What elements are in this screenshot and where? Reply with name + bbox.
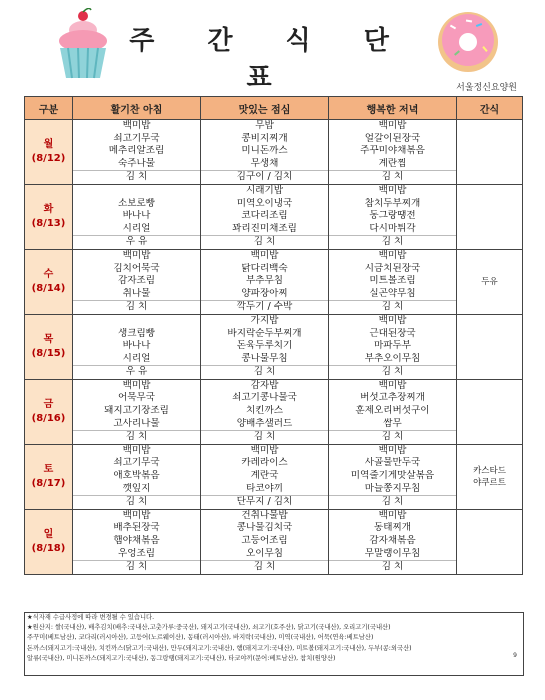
lunch-item: 돈육두루치기: [236, 340, 293, 352]
lunch-item: 김 치: [201, 560, 328, 574]
dinner-item: 버섯고추장찌개: [360, 392, 425, 404]
lunch-item: 카레라이스: [241, 457, 288, 469]
lunch-item: 김구이 / 김치: [201, 170, 328, 184]
breakfast-item: 취나물: [122, 287, 151, 299]
breakfast-item: 우 유: [73, 365, 200, 379]
lunch-item: 단무지 / 김치: [201, 495, 328, 509]
day-row: [25, 509, 523, 574]
dinner-item: 동태찌개: [373, 522, 412, 534]
column-header: 간식: [457, 97, 523, 120]
dinner-item: 다시마튀각: [369, 222, 416, 234]
breakfast-cell: [73, 184, 201, 249]
breakfast-item: 김 치: [73, 170, 200, 184]
dinner-item: 감자채볶음: [369, 535, 416, 546]
note-line: 알류(국내산), 미니돈까스(돼지고기:국내산), 동그랑땡(돼지고기:국내산), 타코야끼(문어:베트남산), 참치(원양산): [27, 654, 336, 662]
breakfast-item: 햄야채볶음: [113, 535, 160, 546]
breakfast-cell: [73, 379, 201, 444]
day-row: [25, 184, 523, 249]
day-date: (8/13): [31, 217, 66, 229]
page-title: 주 간 식 단 표: [129, 26, 411, 93]
dinner-item: 김 치: [329, 560, 456, 574]
dinner-item: 마늘쫑지무침: [364, 482, 421, 494]
lunch-item: 김 치: [201, 235, 328, 249]
day-date: (8/14): [31, 282, 66, 294]
day-name: 수: [43, 268, 54, 280]
lunch-item: 가지밥: [250, 314, 279, 326]
dinner-item: 주꾸미야채볶음: [360, 145, 425, 157]
dinner-item: 김 치: [329, 365, 456, 379]
breakfast-item: 우 유: [73, 235, 200, 249]
dinner-cell: [329, 120, 457, 185]
breakfast-item: 고사리나물: [113, 417, 160, 429]
breakfast-item: 시리얼: [122, 352, 151, 364]
breakfast-item: 김 치: [73, 495, 200, 509]
column-header: 행복한 저녁: [329, 97, 457, 120]
lunch-item: 양파장아찌: [241, 287, 288, 299]
header-row: [25, 97, 523, 120]
dinner-cell: [329, 444, 457, 509]
breakfast-item: 애호박볶음: [113, 470, 160, 482]
donut-icon: [436, 10, 500, 74]
breakfast-item: 숙주나물: [117, 157, 156, 169]
day-name: 일: [43, 528, 54, 540]
breakfast-cell: [73, 509, 201, 574]
dinner-item: 쌈무: [383, 417, 402, 429]
menu-table: [24, 96, 523, 575]
snack-cell: [457, 120, 523, 185]
day-cell: [25, 444, 73, 509]
lunch-item: 꽈리진미채조림: [232, 222, 297, 234]
breakfast-item: 감자조림: [117, 275, 156, 287]
day-date: (8/15): [31, 347, 66, 359]
lunch-cell: [201, 249, 329, 314]
dinner-cell: [329, 509, 457, 574]
breakfast-item: 백미밥: [122, 379, 151, 391]
lunch-item: 백미밥: [250, 444, 279, 456]
lunch-item: 닭다리백숙: [241, 262, 288, 274]
dinner-item: 백미밥: [378, 249, 407, 261]
day-date: (8/16): [31, 412, 66, 424]
lunch-item: 미역오이냉국: [236, 197, 293, 209]
breakfast-item: 바나나: [122, 210, 151, 222]
dinner-item: 근대된장국: [369, 327, 416, 339]
lunch-item: 바지락순두부찌개: [227, 327, 302, 339]
dinner-item: 김 치: [329, 495, 456, 509]
dinner-item: 백미밥: [378, 444, 407, 456]
dinner-item: 김 치: [329, 170, 456, 184]
dinner-cell: [329, 184, 457, 249]
dinner-cell: [329, 379, 457, 444]
day-cell: [25, 379, 73, 444]
lunch-item: 치킨까스: [245, 405, 284, 417]
lunch-cell: [201, 184, 329, 249]
day-cell: [25, 120, 73, 185]
dinner-item: 무말랭이무침: [364, 547, 421, 559]
note-line: ★식자재 수급사정에 따라 변경될 수 있습니다.: [27, 614, 155, 621]
breakfast-item: 쇠고기무국: [113, 132, 160, 144]
lunch-item: 시래기밥: [245, 184, 284, 196]
lunch-item: 고등어조림: [241, 535, 288, 546]
breakfast-item: 시리얼: [122, 222, 151, 234]
snack-cell: [457, 314, 523, 379]
breakfast-item: 배추된장국: [113, 522, 160, 534]
dinner-item: 백미밥: [378, 184, 407, 196]
breakfast-item: 어묵무국: [117, 392, 156, 404]
day-date: (8/12): [31, 152, 66, 164]
day-name: 목: [43, 333, 54, 345]
lunch-cell: [201, 379, 329, 444]
column-header: 구분: [25, 97, 73, 120]
breakfast-item: 김 치: [73, 430, 200, 444]
breakfast-item: [73, 315, 200, 328]
breakfast-item: 우엉조림: [117, 547, 156, 559]
dinner-item: 동그랑땡전: [369, 210, 416, 222]
breakfast-item: 돼지고기장조림: [104, 405, 169, 417]
day-name: 토: [43, 463, 54, 475]
lunch-item: 코다리조림: [241, 210, 288, 222]
breakfast-cell: [73, 120, 201, 185]
snack-cell: 두유: [457, 249, 523, 314]
dinner-item: 부추오이무침: [364, 352, 421, 364]
dinner-item: 백미밥: [378, 379, 407, 391]
lunch-item: 김 치: [201, 365, 328, 379]
lunch-item: 무생채: [250, 157, 279, 169]
snack-cell: [457, 184, 523, 249]
day-cell: [25, 249, 73, 314]
dinner-item: 얼갈이된장국: [364, 132, 421, 144]
breakfast-cell: [73, 444, 201, 509]
hospital-name: 서울정신요양원: [456, 83, 517, 93]
lunch-item: 김 치: [201, 430, 328, 444]
dinner-item: 백미밥: [378, 509, 407, 521]
lunch-item: 콩나물김치국: [236, 522, 293, 534]
lunch-item: 콩나물무침: [241, 352, 288, 364]
lunch-item: 콩비지찌개: [241, 132, 288, 144]
snack-cell: 카스타드 야쿠르트: [457, 444, 523, 509]
header: [0, 0, 545, 92]
dinner-item: 실곤약무침: [369, 287, 416, 299]
lunch-item: 쇠고기콩나물국: [232, 392, 297, 404]
day-row: [25, 379, 523, 444]
day-cell: [25, 314, 73, 379]
breakfast-item: 소보로빵: [117, 197, 156, 209]
breakfast-item: 김 치: [73, 560, 200, 574]
page-number: 9: [513, 652, 517, 659]
breakfast-item: 메추리알조림: [108, 145, 165, 157]
dinner-item: 백미밥: [378, 314, 407, 326]
day-cell: [25, 509, 73, 574]
column-header: 맛있는 점심: [201, 97, 329, 120]
day-row: [25, 444, 523, 509]
lunch-item: 부추무침: [245, 275, 284, 287]
day-date: (8/17): [31, 477, 66, 489]
lunch-cell: [201, 314, 329, 379]
dinner-item: 백미밥: [378, 120, 407, 131]
breakfast-cell: [73, 249, 201, 314]
notes-box: [24, 612, 524, 676]
day-date: (8/18): [31, 542, 66, 554]
breakfast-item: [73, 185, 200, 198]
dinner-item: 미역줄기게맛살볶음: [350, 470, 435, 482]
dinner-item: 참치두부찌개: [364, 197, 421, 209]
day-cell: [25, 184, 73, 249]
dinner-item: 훈제오리버섯구이: [355, 405, 430, 417]
menu-body: [25, 120, 523, 575]
breakfast-item: 생크림빵: [117, 327, 156, 339]
dinner-item: 사골물만두국: [364, 457, 421, 469]
snack-cell: [457, 379, 523, 444]
breakfast-cell: [73, 314, 201, 379]
breakfast-item: 백미밥: [122, 444, 151, 456]
dinner-cell: [329, 249, 457, 314]
snack-cell: [457, 509, 523, 574]
lunch-item: 백미밥: [250, 249, 279, 261]
note-line: 주꾸미(베트남산), 코다리(러시아산), 고등어(노르웨이산), 동태(러시아산), 바지락(국내산), 미역(국내산), 어묵(연육:베트남산): [27, 634, 374, 642]
day-name: 화: [43, 203, 54, 215]
dinner-item: 시금치된장국: [364, 262, 421, 274]
lunch-item: 양배추샐러드: [236, 417, 293, 429]
dinner-item: 계란찜: [378, 157, 407, 169]
lunch-item: 깍두기 / 수박: [201, 300, 328, 314]
breakfast-item: 깻잎지: [122, 482, 151, 494]
day-row: [25, 120, 523, 185]
breakfast-item: 백미밥: [122, 509, 151, 521]
breakfast-item: 백미밥: [122, 120, 151, 131]
day-name: 금: [43, 398, 54, 410]
day-row: [25, 249, 523, 314]
day-name: 월: [43, 138, 54, 150]
lunch-item: 건취나물밥: [241, 509, 288, 521]
dinner-item: 김 치: [329, 430, 456, 444]
dinner-item: 김 치: [329, 300, 456, 314]
lunch-item: 무밥: [255, 120, 274, 131]
column-header: 활기찬 아침: [73, 97, 201, 120]
cupcake-icon: [52, 8, 114, 80]
lunch-item: 계란국: [250, 470, 279, 482]
breakfast-item: 바나나: [122, 340, 151, 352]
dinner-item: 마파두부: [373, 340, 412, 352]
note-line: ★원산지: 쌀(국내산), 배추김치(배추:국내산,고춧가루:중국산), 돼지고기(국내산), 쇠고기(호주산), 닭고기(국내산), 오리고기(국내산): [27, 624, 391, 632]
lunch-item: 타코야끼: [245, 482, 284, 494]
breakfast-item: 김 치: [73, 300, 200, 314]
dinner-cell: [329, 314, 457, 379]
breakfast-item: 김치어묵국: [113, 262, 160, 274]
lunch-item: 미니돈까스: [241, 145, 288, 157]
breakfast-item: 쇠고기무국: [113, 457, 160, 469]
lunch-cell: [201, 444, 329, 509]
dinner-item: 김 치: [329, 235, 456, 249]
breakfast-item: 백미밥: [122, 249, 151, 261]
lunch-cell: [201, 509, 329, 574]
day-row: [25, 314, 523, 379]
lunch-item: 오이무침: [245, 547, 284, 559]
lunch-cell: [201, 120, 329, 185]
note-line: 돈까스(돼지고기:국내산), 치킨까스(닭고기:국내산), 만두(돼지고기:국내산), 햄(돼지고기:국내산), 미트볼(돼지고기:국내산), 두부(콩:외국산): [27, 644, 412, 652]
dinner-item: 미트볼조림: [369, 275, 416, 287]
lunch-item: 감자밥: [250, 379, 279, 391]
